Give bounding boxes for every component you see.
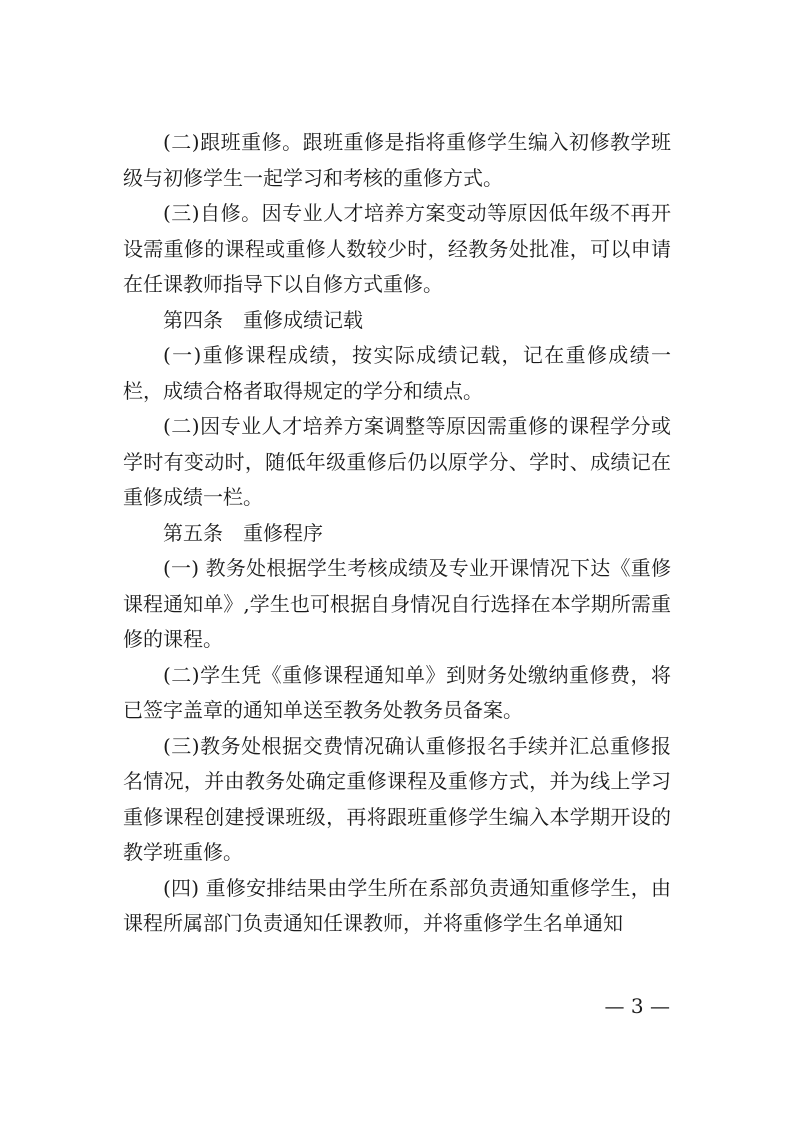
paragraph-retake-grade-record: (一)重修课程成绩，按实际成绩记载，记在重修成绩一栏，成绩合格者取得规定的学分和绩点。: [123, 343, 671, 403]
document-body: [123, 125, 671, 942]
article-4-heading: 第四条 重修成绩记载: [163, 307, 363, 332]
paragraph-procedure-3: (三)教务处根据交费情况确认重修报名手续并汇总重修报名情况，并由教务处确定重修课程及重修方式，并为线上学习重修课程创建授课班级，再将跟班重修学生编入本学期开设的教学班重修。: [123, 733, 671, 864]
paragraph-self-study: (三)自修。因专业人才培养方案变动等原因低年级不再开设需重修的课程或重修人数较少时，经教务处批准，可以申请在任课教师指导下以自修方式重修。: [123, 201, 671, 296]
paragraph-procedure-4: (四) 重修安排结果由学生所在系部负责通知重修学生，由课程所属部门负责通知任课教师，并将重修学生名单通知: [123, 875, 671, 935]
page-number: — 3 —: [604, 994, 670, 1018]
paragraph-procedure-1: (一) 教务处根据学生考核成绩及专业开课情况下达《重修课程通知单》,学生也可根据自身情况自行选择在本学期所需重修的课程。: [123, 556, 671, 651]
paragraph-follow-class-retake: (二)跟班重修。跟班重修是指将重修学生编入初修教学班级与初修学生一起学习和考核的重修方式。: [123, 130, 671, 190]
article-5-heading: 第五条 重修程序: [163, 520, 323, 545]
paragraph-credit-change: (二)因专业人才培养方案调整等原因需重修的课程学分或学时有变动时，随低年级重修后仍以原学分、学时、成绩记在重修成绩一栏。: [123, 414, 671, 509]
paragraph-procedure-2: (二)学生凭《重修课程通知单》到财务处缴纳重修费，将已签字盖章的通知单送至教务处教务员备案。: [123, 662, 671, 722]
